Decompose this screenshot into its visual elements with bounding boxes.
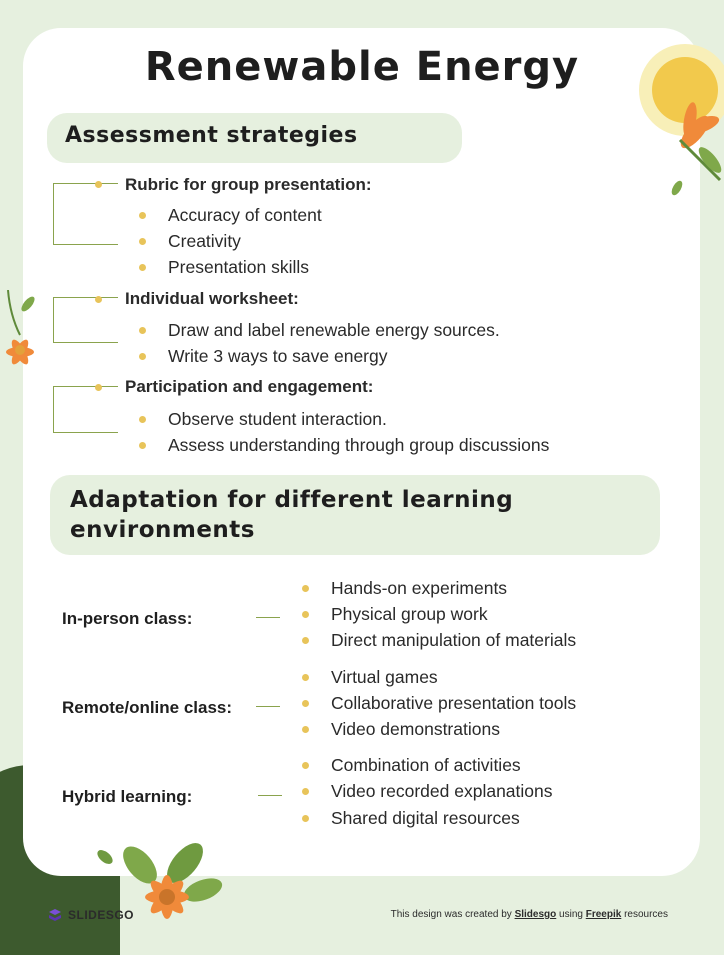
freepik-link[interactable]: Freepik	[585, 909, 622, 920]
bullet-icon	[139, 238, 146, 245]
environment-label: Hybrid learning:	[62, 787, 193, 806]
bullet-icon	[95, 384, 102, 391]
left-flower-decoration	[0, 290, 48, 380]
bullet-icon	[139, 353, 146, 360]
environment-label: Remote/online class:	[62, 698, 233, 717]
page-title: Renewable Energy	[144, 44, 580, 90]
list-item: Virtual games	[331, 667, 438, 687]
group-title: Rubric for group presentation:	[125, 175, 372, 194]
adaptation-heading-line1: Adaptation for different learning	[70, 487, 514, 513]
bullet-icon	[95, 181, 102, 188]
bullet-icon	[139, 416, 146, 423]
bullet-icon	[302, 788, 309, 795]
list-item: Observe student interaction.	[168, 409, 387, 429]
bullet-icon	[302, 762, 309, 769]
bullet-icon	[139, 264, 146, 271]
bullet-icon	[302, 585, 309, 592]
assessment-heading-box	[47, 113, 462, 163]
adaptation-heading-box	[50, 475, 660, 555]
bullet-icon	[139, 327, 146, 334]
credit-middle: using	[556, 909, 586, 920]
list-item: Video demonstrations	[331, 719, 500, 739]
list-item: Presentation skills	[168, 257, 310, 277]
group-title: Individual worksheet:	[125, 289, 299, 308]
environment-label: In-person class:	[62, 609, 193, 628]
connector-dash	[258, 795, 282, 796]
slidesgo-link[interactable]: Slidesgo	[514, 909, 557, 920]
footer-credit	[391, 909, 668, 920]
connector-dash	[256, 706, 280, 707]
list-item: Creativity	[168, 231, 241, 251]
list-item: Combination of activities	[331, 755, 521, 775]
list-item: Hands-on experiments	[331, 578, 508, 598]
group-bracket	[53, 386, 118, 433]
credit-suffix: resources	[621, 909, 668, 920]
bullet-icon	[139, 212, 146, 219]
adaptation-heading	[50, 475, 660, 555]
group-bracket	[53, 297, 118, 343]
slidesgo-logo[interactable]	[48, 908, 134, 922]
list-item: Physical group work	[331, 604, 488, 624]
slidesgo-logo-text: SLIDESGO	[68, 908, 135, 922]
bullet-icon	[302, 611, 309, 618]
list-item: Direct manipulation of materials	[331, 630, 577, 650]
list-item: Draw and label renewable energy sources.	[168, 320, 500, 340]
bullet-icon	[302, 726, 309, 733]
bullet-icon	[302, 637, 309, 644]
bullet-icon	[302, 674, 309, 681]
slidesgo-logo-icon	[48, 908, 62, 922]
bullet-icon	[302, 700, 309, 707]
bullet-icon	[95, 296, 102, 303]
list-item: Collaborative presentation tools	[331, 693, 577, 713]
list-item: Accuracy of content	[168, 205, 322, 225]
assessment-heading: Assessment strategies	[65, 123, 358, 148]
group-title: Participation and engagement:	[125, 377, 374, 396]
list-item: Write 3 ways to save energy	[168, 346, 388, 366]
connector-dash	[256, 617, 280, 618]
group-bracket	[53, 183, 118, 245]
list-item: Assess understanding through group discussions	[168, 435, 550, 455]
bullet-icon	[302, 815, 309, 822]
list-item: Shared digital resources	[331, 808, 520, 828]
credit-prefix: This design was created by	[390, 909, 515, 920]
list-item: Video recorded explanations	[331, 781, 553, 801]
bullet-icon	[139, 442, 146, 449]
adaptation-heading-line2: environments	[70, 517, 255, 543]
